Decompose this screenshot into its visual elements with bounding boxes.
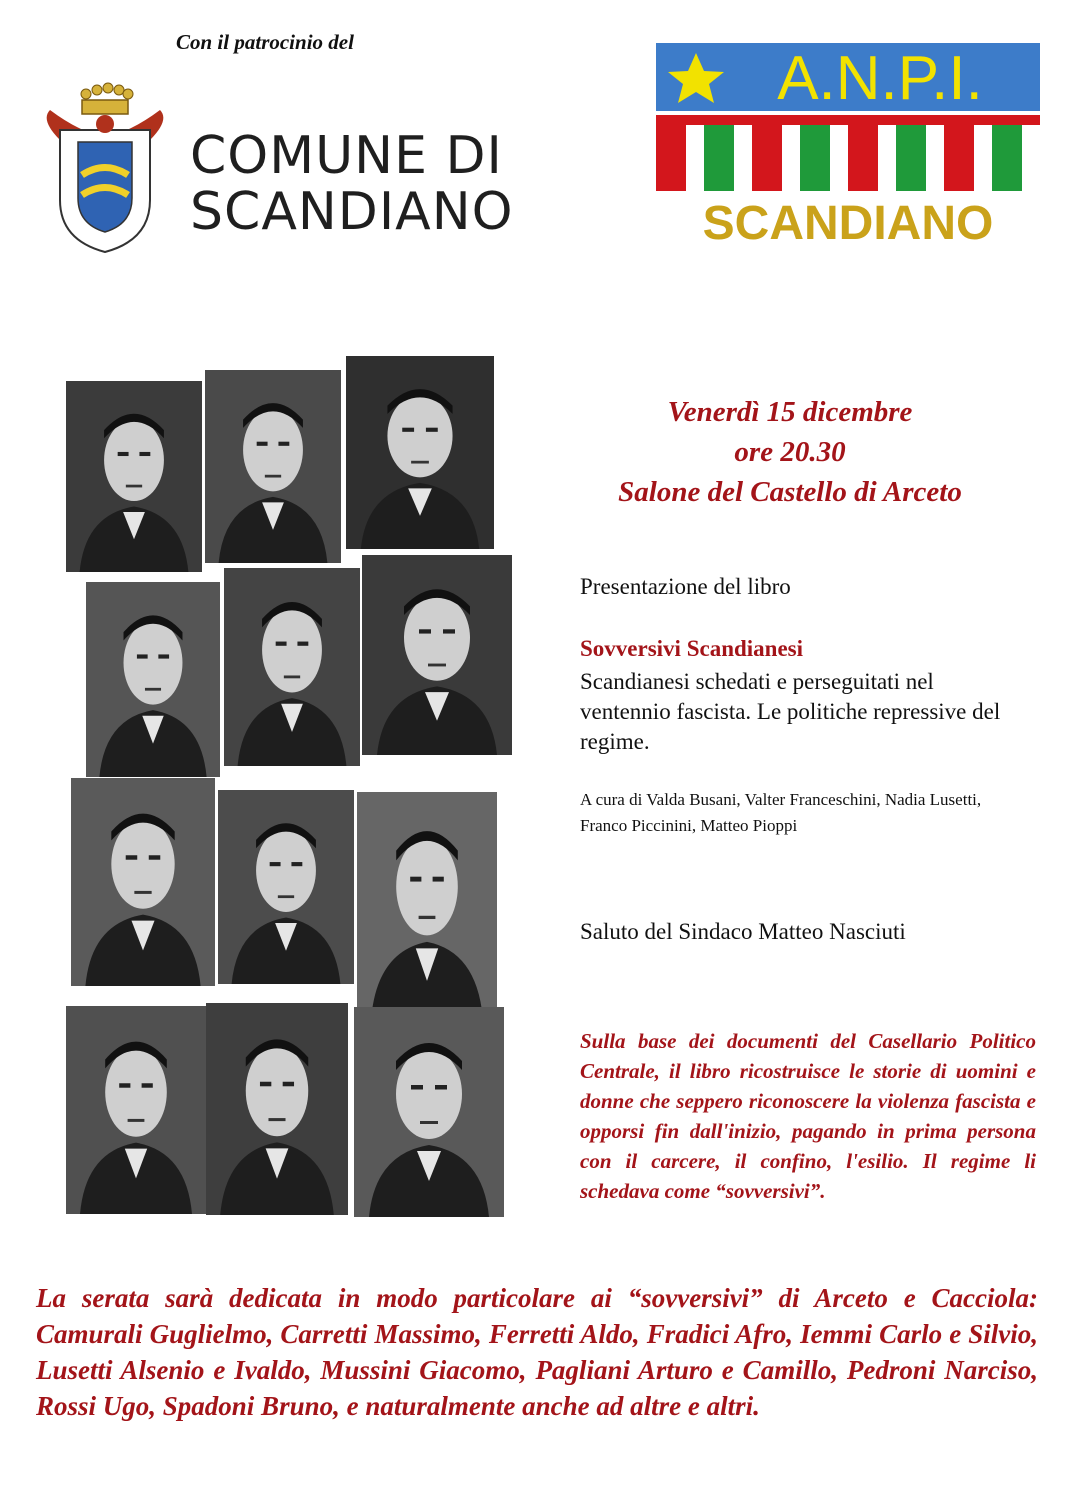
portrait-photo	[205, 370, 341, 563]
portrait-photo	[362, 555, 512, 755]
portrait-photo	[224, 568, 360, 766]
portrait-photo	[354, 1007, 504, 1217]
anpi-location: SCANDIANO	[702, 197, 994, 250]
portrait-photo	[206, 1003, 348, 1215]
event-time: ore 20.30	[734, 436, 846, 468]
comune-line-2: SCANDIANO	[190, 182, 514, 242]
portrait-photo	[346, 356, 494, 549]
book-title: Sovversivi Scandianesi	[580, 636, 804, 661]
portrait-photo	[86, 582, 220, 777]
presentation-label: Presentazione del libro	[580, 574, 791, 599]
portrait-photo	[66, 381, 202, 572]
patronage-label: Con il patrocinio del	[176, 30, 354, 54]
portrait-photo	[357, 792, 497, 1020]
comune-crest-icon	[40, 80, 170, 256]
event-date: Venerdì 15 dicembre	[667, 396, 913, 428]
book-subtitle: Scandianesi schedati e perseguitati nel ventennio fascista. Le politiche repressive del regime.	[580, 669, 1001, 754]
book-curators: A cura di Valda Busani, Valter Franceschini, Nadia Lusetti, Franco Piccinini, Matteo Pioppi	[580, 790, 982, 835]
flag-stripes	[656, 115, 1040, 191]
anpi-logo	[656, 43, 1040, 251]
comune-name	[190, 128, 514, 240]
book-synopsis: Sulla base dei documenti del Casellario Politico Centrale, il libro ricostruisce le storie di uomini e donne che seppero riconoscere la violenza fascista e opporsi fin dall'inizio, pagando in prima persona con il carcere, il confino, l'esilio. Il regime li schedava come “sovversivi”.	[580, 1029, 1036, 1203]
portrait-photo	[218, 790, 354, 984]
comune-line-1: COMUNE DI	[190, 126, 503, 186]
mayor-greeting: Saluto del Sindaco Matteo Nasciuti	[580, 919, 906, 944]
portrait-photo	[71, 778, 215, 986]
anpi-title: A.N.P.I.	[777, 44, 983, 113]
evening-dedication: La serata sarà dedicata in modo particolare ai “sovversivi” di Arceto e Cacciola: Camurali Guglielmo, Carretti Massimo, Ferretti Aldo, Fradici Afro, Iemmi Carlo e Silvio, Lusetti Alsenio e Ivaldo, Mussini Giacomo, Pagliani Arturo e Camillo, Pedroni Narciso, Rossi Ugo, Spadoni Bruno, e naturalmente anche ad altre e altri.	[36, 1283, 1038, 1421]
event-venue: Salone del Castello di Arceto	[618, 476, 962, 508]
portrait-photo	[66, 1006, 206, 1214]
